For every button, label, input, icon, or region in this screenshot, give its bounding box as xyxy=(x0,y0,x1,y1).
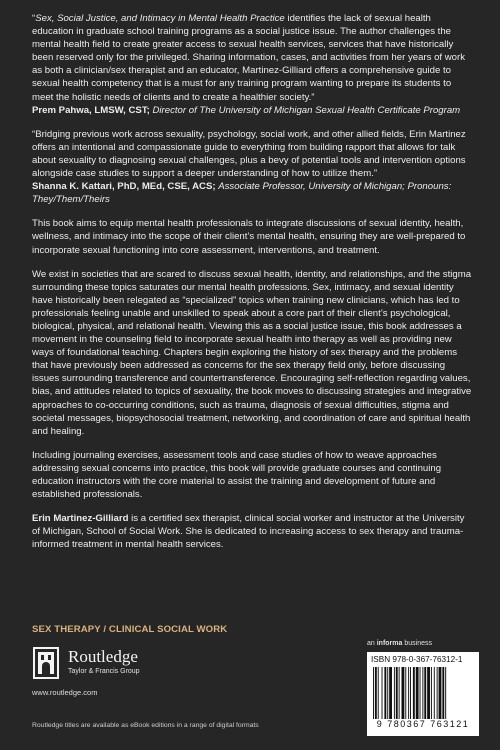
isbn-barcode xyxy=(367,652,479,736)
routledge-tower-icon xyxy=(32,646,60,680)
blurb-paragraph-1: This book aims to equip mental health professionals to integrate discussions of sexual identity, health, wellness, and intimacy into the scope of their client’s mental health, ensuring they are well-prepared to incorporate sexual functioning into core assessment, interventions, and treatment. xyxy=(32,218,466,256)
publisher-logo xyxy=(32,646,232,686)
author-name: Erin Martinez-Gilliard xyxy=(32,513,129,525)
barcode-digits: 9 780367 763121 xyxy=(376,719,470,729)
endorsement-1: “Sex, Social Justice, and Intimacy in Mental Health Practice identifies the lack of sexual health education in graduate school training programs as a social justice issue. The author challenges the mental health field to create greater access to sexual health services, services that have historically been reserved only for the privileged. Sharing information, cases, and activities from her years of work as both a clinician/sex therapist and an educator, Martinez-Gilliard offers a comprehensive guide to sexual health competency that is a must for any training program wanting to prepare its students to meet the holistic needs of clients and to create a healthier society.” Prem Pahwa, LMSW, CST; Director of The University of Michigan Sexual Health Certificate Program xyxy=(32,13,465,116)
endorsement-2: “Bridging previous work across sexuality, psychology, social work, and other allied fields, Erin Martinez offers an intentional and compassionate guide to everything from building rapport that allows for talk about sexuality to diagnosing sexual challenges, plus a bevy of potential tools and intervention options alongside case studies to support a deeper understanding of how to utilize them.” Shanna K. Kattari, PhD, MEd, CSE, ACS; Associate Professor, University of Michigan; Pronouns: They/Them/Theirs xyxy=(32,128,466,206)
blurb-paragraph-2: We exist in societies that are scared to discuss sexual health, identity, and relationships, and the stigma surrounding these topics saturates our mental health professions. Sex, intimacy, and sexual identity have historically been relegated as “specialized” topics when training new clinicians, which has led to professionals feeling unable and unskilled to speak about a core part of their client’s psychological, biological, physical, and relational health. Viewing this as a social justice issue, this book addresses a movement in the counseling field to incorporate sexual health into therapy as well as providing new ways of foundational teaching. Chapters begin exploring the history of sex therapy and the problems that have previously been addressed as concerns for the sex therapy field only, before discussing issues surrounding transference and countertransference. Encouraging self-reflection regarding values, bias, and attitudes related to topics of sexuality, the book moves to discussing strategies and integrative approaches to co-occurring conditions, such as trauma, diagnosis of sexual difficulties, stigma and societal messages, biopsychosocial treatment, networking, and coordination of care and spiritual health and healing. xyxy=(32,268,472,437)
endorser-2: Shanna K. Kattari, PhD, MEd, CSE, ACS; Associate Professor, University of Michigan; Pronouns: They/Them/Theirs xyxy=(32,181,452,206)
barcode-icon xyxy=(373,667,473,719)
endorsed-book-title: Sex, Social Justice, and Intimacy in Mental Health Practice xyxy=(35,13,285,24)
isbn-label: ISBN 978-0-367-76312-1 xyxy=(371,655,463,664)
subject-category: SEX THERAPY / CLINICAL SOCIAL WORK xyxy=(32,624,228,635)
endorser-1: Prem Pahwa, LMSW, CST; Director of The University of Michigan Sexual Health Certificate Program xyxy=(32,104,461,116)
back-cover-text xyxy=(32,12,472,562)
blurb-paragraph-3: Including journaling exercises, assessment tools and case studies of how to weave approaches addressing sexual concerns into practice, this book will provide graduate courses and continuing education instructors with the core material to assist the training and development of future and established professionals. xyxy=(32,449,442,501)
informa-business-label: an informa business xyxy=(367,640,432,647)
publisher-group: Taylor & Francis Group xyxy=(68,668,140,675)
ebook-note: Routledge titles are available as eBook editions in a range of digital formats xyxy=(32,722,259,729)
publisher-url[interactable]: www.routledge.com xyxy=(32,688,98,697)
author-bio: Erin Martinez-Gilliard is a certified sex therapist, clinical social worker and instructor at the University of Michigan, School of Social Work. She is dedicated to increasing access to sex therapy and trauma-informed treatment in mental health services. xyxy=(32,513,465,551)
publisher-name: Routledge xyxy=(68,647,138,666)
